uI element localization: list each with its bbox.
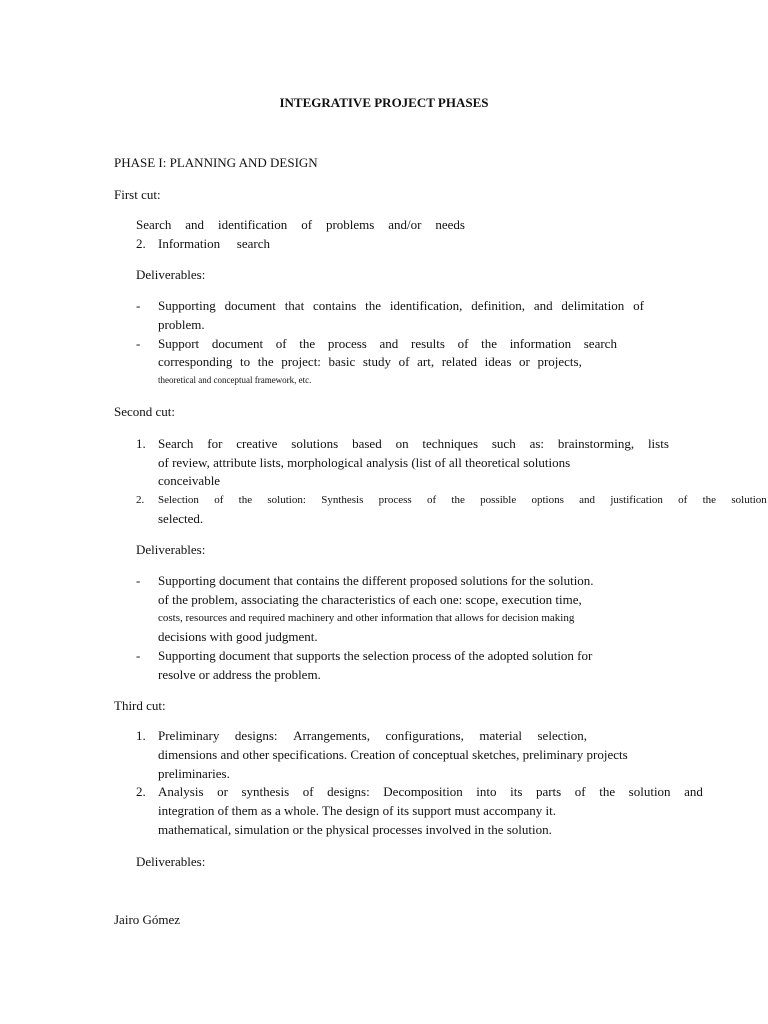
- third-cut-item-1-line-2: dimensions and other specifications. Creation of conceptual sketches, preliminary projects: [158, 747, 628, 762]
- word: identification: [217, 217, 288, 232]
- second-cut-deliverable-1-line-2: of the problem, associating the characteristics of each one: scope, execution time,: [158, 592, 582, 607]
- word: and: [533, 298, 553, 313]
- word: the: [702, 494, 717, 506]
- word: Supporting: [158, 298, 216, 313]
- word: identification,: [389, 298, 463, 313]
- word: related: [441, 354, 478, 369]
- word: process: [378, 494, 412, 506]
- word: creative: [236, 436, 278, 451]
- word: Preliminary: [158, 728, 220, 743]
- phase-heading: PHASE I: PLANNING AND DESIGN: [114, 155, 318, 170]
- word: or: [217, 784, 228, 799]
- word: definition,: [471, 298, 526, 313]
- word: Selection: [158, 494, 199, 506]
- second-cut-deliverable-1-line-1: Supporting document that contains the different proposed solutions for the solution.: [158, 573, 594, 588]
- word: the: [599, 784, 616, 799]
- word: the: [451, 494, 465, 506]
- first-cut-deliverables-label: Deliverables:: [136, 267, 206, 282]
- word: of: [633, 298, 644, 313]
- bullet-dash: -: [136, 298, 141, 313]
- second-cut-deliverables-label: Deliverables:: [136, 542, 206, 557]
- third-cut-item-2-line-3: mathematical, simulation or the physical processes involved in the solution.: [158, 822, 552, 837]
- word: Decomposition: [383, 784, 463, 799]
- word: lists: [647, 436, 669, 451]
- word: as:: [529, 436, 545, 451]
- word: synthesis: [241, 784, 290, 799]
- third-cut-item-2-line-2: integration of them as a whole. The design of its support must accompany it.: [158, 803, 556, 818]
- word: based: [352, 436, 382, 451]
- word: delimitation: [561, 298, 625, 313]
- word: configurations,: [385, 728, 464, 743]
- second-cut-deliverable-2-line-2: resolve or address the problem.: [158, 667, 321, 682]
- first-cut-deliverable-2-line-3: theoretical and conceptual framework, etc.: [158, 375, 312, 385]
- word: to: [239, 354, 251, 369]
- word: the: [481, 336, 498, 351]
- third-cut-item-1-number: 1.: [136, 728, 146, 743]
- word: basic: [328, 354, 356, 369]
- word: document: [224, 298, 276, 313]
- word: art,: [417, 354, 435, 369]
- word: the: [257, 354, 274, 369]
- word: the: [238, 494, 253, 506]
- word: brainstorming,: [557, 436, 635, 451]
- bullet-dash: -: [136, 336, 141, 351]
- word: into: [476, 784, 497, 799]
- word: solutions: [291, 436, 339, 451]
- word: information: [509, 336, 572, 351]
- second-cut-deliverable-1-line-4: decisions with good judgment.: [158, 629, 318, 644]
- word: of: [457, 336, 469, 351]
- first-cut-label: First cut:: [114, 187, 161, 202]
- word: process: [327, 336, 367, 351]
- first-cut-deliverable-2-line-1: [158, 336, 617, 352]
- word: corresponding: [158, 354, 233, 369]
- word: and: [684, 784, 703, 799]
- second-cut-deliverable-1-line-3: costs, resources and required machinery and other information that allows for decision making: [158, 612, 575, 624]
- word: document: [211, 336, 264, 351]
- word: needs: [435, 217, 465, 232]
- word: that: [284, 298, 305, 313]
- first-cut-item-2-number: 2.: [136, 236, 146, 251]
- word: contains: [313, 298, 357, 313]
- word: Information: [158, 236, 221, 251]
- word: of: [275, 336, 287, 351]
- word: and: [185, 217, 205, 232]
- word: search: [236, 236, 270, 251]
- second-cut-item-2-line-1: [158, 492, 767, 508]
- word: search: [583, 336, 617, 351]
- first-cut-deliverable-1-line-1: [158, 298, 644, 314]
- word: or: [519, 354, 530, 369]
- word: projects,: [537, 354, 582, 369]
- word: for: [207, 436, 223, 451]
- word: Support: [158, 336, 200, 351]
- word: problems: [325, 217, 375, 232]
- word: of: [398, 354, 410, 369]
- second-cut-item-1-line-2: of review, attribute lists, morphological analysis (list of all theoretical solutions: [158, 455, 571, 470]
- word: and: [379, 336, 399, 351]
- word: solution: [628, 784, 671, 799]
- word: of: [301, 217, 313, 232]
- third-cut-deliverables-label: Deliverables:: [136, 854, 206, 869]
- word: its: [510, 784, 523, 799]
- first-cut-deliverable-1-line-2: problem.: [158, 317, 205, 332]
- word: project:: [281, 354, 321, 369]
- word: options: [531, 494, 564, 506]
- third-cut-item-1-line-1: [158, 728, 587, 744]
- third-cut-item-1-line-3: preliminaries.: [158, 766, 230, 781]
- word: the: [365, 298, 382, 313]
- word: parts: [535, 784, 562, 799]
- word: and: [579, 494, 596, 506]
- word: on: [395, 436, 409, 451]
- second-cut-label: Second cut:: [114, 404, 176, 419]
- second-cut-item-2-number: 2.: [136, 494, 145, 506]
- word: of: [574, 784, 586, 799]
- bullet-dash: -: [136, 648, 141, 663]
- word: results: [410, 336, 445, 351]
- word: of: [426, 494, 437, 506]
- word: Search: [136, 217, 172, 232]
- second-cut-deliverable-2-line-1: Supporting document that supports the selection process of the adopted solution for: [158, 648, 593, 663]
- third-cut-item-2-number: 2.: [136, 784, 146, 799]
- word: such: [491, 436, 516, 451]
- word: designs:: [327, 784, 370, 799]
- word: of: [302, 784, 314, 799]
- word: of: [214, 494, 224, 506]
- second-cut-item-2-line-2: selected.: [158, 511, 204, 526]
- second-cut-item-1-line-3: conceivable: [158, 473, 221, 488]
- author-name: Jairo Gómez: [114, 912, 181, 927]
- word: selection,: [537, 728, 587, 743]
- word: and/or: [388, 217, 422, 232]
- word: ideas: [484, 354, 512, 369]
- third-cut-label: Third cut:: [114, 698, 166, 713]
- word: solution: [731, 494, 767, 506]
- word: the: [299, 336, 316, 351]
- word: justification: [610, 494, 663, 506]
- word: designs:: [234, 728, 278, 743]
- document-title: INTEGRATIVE PROJECT PHASES: [279, 95, 489, 110]
- first-cut-deliverable-2-line-2: [158, 354, 582, 370]
- word: Arrangements,: [293, 728, 370, 743]
- word: of: [678, 494, 688, 506]
- first-cut-item-1: [136, 217, 465, 233]
- third-cut-item-2-line-1: [158, 784, 703, 800]
- word: techniques: [422, 436, 479, 451]
- bullet-dash: -: [136, 573, 141, 588]
- word: Analysis: [158, 784, 204, 799]
- word: Synthesis: [321, 494, 364, 506]
- word: study: [362, 354, 392, 369]
- word: possible: [480, 494, 517, 506]
- first-cut-item-2: [158, 236, 270, 252]
- second-cut-item-1-number: 1.: [136, 436, 146, 451]
- second-cut-item-1-line-1: [158, 436, 669, 452]
- word: solution:: [267, 494, 306, 506]
- word: Search: [158, 436, 194, 451]
- word: material: [479, 728, 522, 743]
